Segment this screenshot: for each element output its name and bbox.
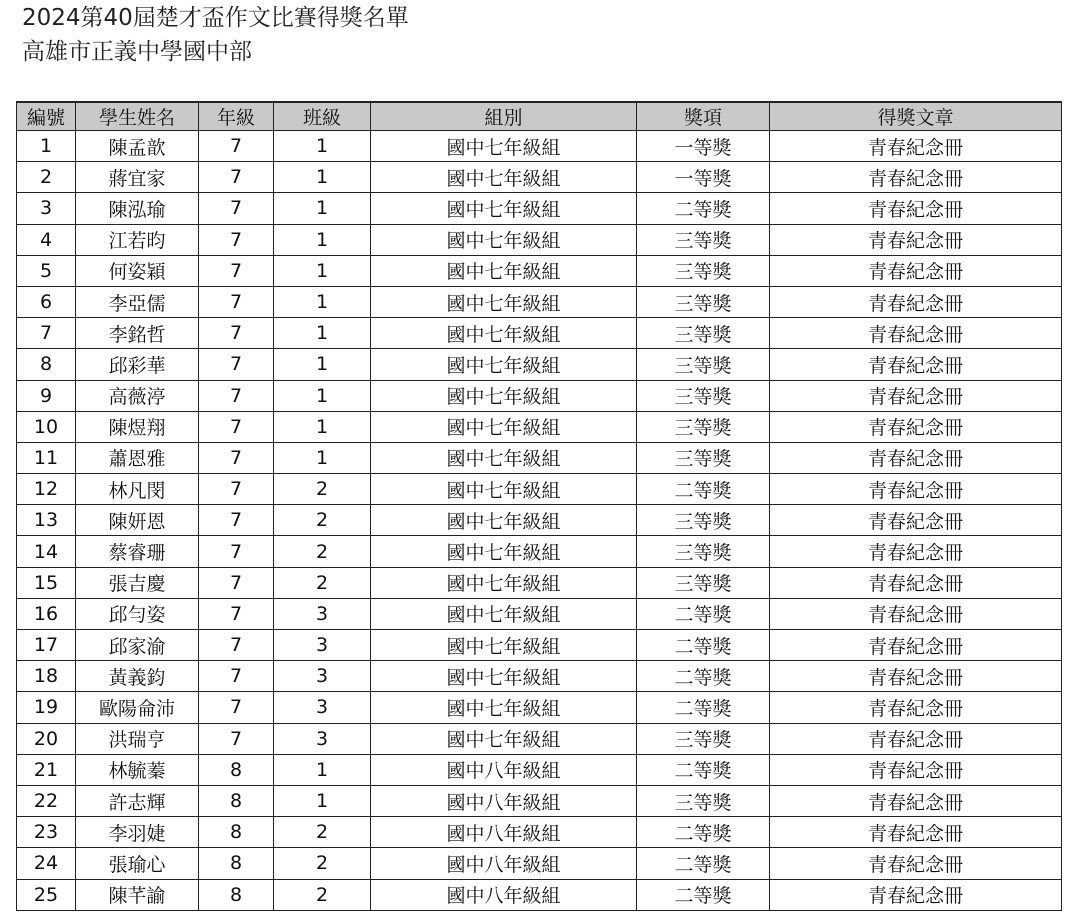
cell-article: 青春紀念冊 bbox=[770, 598, 1062, 629]
cell-grade: 7 bbox=[199, 380, 274, 411]
cell-article: 青春紀念冊 bbox=[770, 318, 1062, 349]
cell-number: 4 bbox=[17, 224, 76, 255]
cell-class: 2 bbox=[274, 848, 371, 879]
cell-group: 國中七年級組 bbox=[371, 349, 637, 380]
table-row bbox=[17, 318, 1062, 349]
cell-group: 國中七年級組 bbox=[371, 505, 637, 536]
cell-student-name: 陳芊諭 bbox=[76, 879, 199, 910]
cell-grade: 7 bbox=[199, 630, 274, 661]
cell-class: 2 bbox=[274, 817, 371, 848]
cell-group: 國中七年級組 bbox=[371, 630, 637, 661]
cell-article: 青春紀念冊 bbox=[770, 536, 1062, 567]
cell-number: 7 bbox=[17, 318, 76, 349]
school-name: 高雄市正義中學國中部 bbox=[22, 39, 252, 65]
cell-student-name: 邱家渝 bbox=[76, 630, 199, 661]
cell-class: 1 bbox=[274, 286, 371, 317]
cell-student-name: 陳妍恩 bbox=[76, 505, 199, 536]
cell-grade: 8 bbox=[199, 879, 274, 910]
cell-class: 2 bbox=[274, 567, 371, 598]
cell-grade: 7 bbox=[199, 349, 274, 380]
header-number: 編號 bbox=[17, 102, 76, 131]
cell-student-name: 林凡閔 bbox=[76, 474, 199, 505]
cell-number: 6 bbox=[17, 286, 76, 317]
table-row bbox=[17, 442, 1062, 473]
table-row bbox=[17, 723, 1062, 754]
cell-grade: 7 bbox=[199, 442, 274, 473]
table-row bbox=[17, 630, 1062, 661]
cell-group: 國中七年級組 bbox=[371, 661, 637, 692]
cell-group: 國中七年級組 bbox=[371, 474, 637, 505]
cell-class: 2 bbox=[274, 505, 371, 536]
cell-award: 三等獎 bbox=[637, 411, 770, 442]
cell-award: 三等獎 bbox=[637, 349, 770, 380]
table-row bbox=[17, 162, 1062, 193]
cell-grade: 8 bbox=[199, 817, 274, 848]
cell-grade: 7 bbox=[199, 318, 274, 349]
cell-number: 10 bbox=[17, 411, 76, 442]
cell-number: 24 bbox=[17, 848, 76, 879]
cell-group: 國中八年級組 bbox=[371, 785, 637, 816]
cell-grade: 7 bbox=[199, 411, 274, 442]
cell-group: 國中七年級組 bbox=[371, 598, 637, 629]
cell-award: 一等獎 bbox=[637, 162, 770, 193]
cell-article: 青春紀念冊 bbox=[770, 661, 1062, 692]
cell-student-name: 何姿穎 bbox=[76, 255, 199, 286]
cell-article: 青春紀念冊 bbox=[770, 848, 1062, 879]
cell-article: 青春紀念冊 bbox=[770, 193, 1062, 224]
cell-article: 青春紀念冊 bbox=[770, 411, 1062, 442]
table-row bbox=[17, 567, 1062, 598]
cell-student-name: 林毓蓁 bbox=[76, 754, 199, 785]
cell-number: 21 bbox=[17, 754, 76, 785]
cell-award: 三等獎 bbox=[637, 567, 770, 598]
table-header-row bbox=[17, 102, 1062, 131]
cell-grade: 7 bbox=[199, 661, 274, 692]
cell-group: 國中八年級組 bbox=[371, 754, 637, 785]
cell-article: 青春紀念冊 bbox=[770, 879, 1062, 910]
cell-group: 國中七年級組 bbox=[371, 255, 637, 286]
cell-award: 三等獎 bbox=[637, 442, 770, 473]
cell-student-name: 許志輝 bbox=[76, 785, 199, 816]
cell-article: 青春紀念冊 bbox=[770, 474, 1062, 505]
cell-student-name: 蔡睿珊 bbox=[76, 536, 199, 567]
cell-class: 3 bbox=[274, 723, 371, 754]
cell-group: 國中七年級組 bbox=[371, 536, 637, 567]
cell-article: 青春紀念冊 bbox=[770, 349, 1062, 380]
cell-group: 國中七年級組 bbox=[371, 318, 637, 349]
table-row bbox=[17, 131, 1062, 162]
cell-class: 1 bbox=[274, 162, 371, 193]
cell-class: 3 bbox=[274, 598, 371, 629]
cell-student-name: 陳孟歆 bbox=[76, 131, 199, 162]
cell-award: 三等獎 bbox=[637, 255, 770, 286]
cell-number: 13 bbox=[17, 505, 76, 536]
cell-award: 三等獎 bbox=[637, 224, 770, 255]
cell-student-name: 李亞儒 bbox=[76, 286, 199, 317]
cell-award: 二等獎 bbox=[637, 474, 770, 505]
cell-number: 9 bbox=[17, 380, 76, 411]
cell-number: 12 bbox=[17, 474, 76, 505]
cell-article: 青春紀念冊 bbox=[770, 785, 1062, 816]
cell-student-name: 陳泓瑜 bbox=[76, 193, 199, 224]
cell-grade: 7 bbox=[199, 286, 274, 317]
cell-class: 3 bbox=[274, 692, 371, 723]
cell-group: 國中七年級組 bbox=[371, 193, 637, 224]
cell-award: 三等獎 bbox=[637, 286, 770, 317]
cell-class: 1 bbox=[274, 785, 371, 816]
header-award: 獎項 bbox=[637, 102, 770, 131]
cell-group: 國中七年級組 bbox=[371, 162, 637, 193]
cell-article: 青春紀念冊 bbox=[770, 567, 1062, 598]
cell-student-name: 邱彩華 bbox=[76, 349, 199, 380]
cell-group: 國中七年級組 bbox=[371, 411, 637, 442]
cell-article: 青春紀念冊 bbox=[770, 255, 1062, 286]
cell-grade: 8 bbox=[199, 785, 274, 816]
cell-grade: 7 bbox=[199, 692, 274, 723]
cell-number: 17 bbox=[17, 630, 76, 661]
cell-number: 16 bbox=[17, 598, 76, 629]
table-row bbox=[17, 349, 1062, 380]
cell-grade: 7 bbox=[199, 536, 274, 567]
cell-award: 三等獎 bbox=[637, 318, 770, 349]
table-row bbox=[17, 286, 1062, 317]
cell-group: 國中七年級組 bbox=[371, 723, 637, 754]
table-row bbox=[17, 785, 1062, 816]
cell-number: 5 bbox=[17, 255, 76, 286]
cell-article: 青春紀念冊 bbox=[770, 224, 1062, 255]
cell-grade: 7 bbox=[199, 193, 274, 224]
cell-class: 1 bbox=[274, 131, 371, 162]
cell-award: 二等獎 bbox=[637, 661, 770, 692]
cell-group: 國中八年級組 bbox=[371, 848, 637, 879]
award-table bbox=[16, 101, 1062, 911]
cell-number: 18 bbox=[17, 661, 76, 692]
cell-award: 二等獎 bbox=[637, 630, 770, 661]
table-row bbox=[17, 474, 1062, 505]
cell-award: 一等獎 bbox=[637, 131, 770, 162]
cell-article: 青春紀念冊 bbox=[770, 817, 1062, 848]
header-class: 班級 bbox=[274, 102, 371, 131]
cell-class: 3 bbox=[274, 661, 371, 692]
cell-grade: 8 bbox=[199, 848, 274, 879]
table-row bbox=[17, 536, 1062, 567]
table-row bbox=[17, 661, 1062, 692]
cell-number: 3 bbox=[17, 193, 76, 224]
cell-article: 青春紀念冊 bbox=[770, 286, 1062, 317]
table-row bbox=[17, 754, 1062, 785]
cell-award: 三等獎 bbox=[637, 505, 770, 536]
cell-student-name: 陳煜翔 bbox=[76, 411, 199, 442]
table-row bbox=[17, 505, 1062, 536]
cell-class: 1 bbox=[274, 411, 371, 442]
cell-student-name: 江若昀 bbox=[76, 224, 199, 255]
cell-grade: 7 bbox=[199, 598, 274, 629]
cell-group: 國中七年級組 bbox=[371, 567, 637, 598]
cell-class: 2 bbox=[274, 536, 371, 567]
cell-number: 1 bbox=[17, 131, 76, 162]
cell-number: 22 bbox=[17, 785, 76, 816]
cell-award: 三等獎 bbox=[637, 380, 770, 411]
cell-group: 國中八年級組 bbox=[371, 879, 637, 910]
header-grade: 年級 bbox=[199, 102, 274, 131]
cell-number: 14 bbox=[17, 536, 76, 567]
cell-article: 青春紀念冊 bbox=[770, 630, 1062, 661]
cell-student-name: 高薇渟 bbox=[76, 380, 199, 411]
cell-student-name: 黃義鈞 bbox=[76, 661, 199, 692]
cell-group: 國中七年級組 bbox=[371, 692, 637, 723]
cell-class: 1 bbox=[274, 754, 371, 785]
cell-student-name: 張瑜心 bbox=[76, 848, 199, 879]
header-student-name: 學生姓名 bbox=[76, 102, 199, 131]
table-row bbox=[17, 224, 1062, 255]
cell-article: 青春紀念冊 bbox=[770, 505, 1062, 536]
cell-grade: 7 bbox=[199, 567, 274, 598]
cell-grade: 8 bbox=[199, 754, 274, 785]
cell-grade: 7 bbox=[199, 474, 274, 505]
cell-award: 三等獎 bbox=[637, 536, 770, 567]
cell-award: 三等獎 bbox=[637, 785, 770, 816]
table-row bbox=[17, 817, 1062, 848]
cell-class: 1 bbox=[274, 255, 371, 286]
table-row bbox=[17, 598, 1062, 629]
cell-number: 2 bbox=[17, 162, 76, 193]
cell-article: 青春紀念冊 bbox=[770, 754, 1062, 785]
cell-number: 15 bbox=[17, 567, 76, 598]
cell-award: 二等獎 bbox=[637, 193, 770, 224]
cell-award: 二等獎 bbox=[637, 817, 770, 848]
table-row bbox=[17, 848, 1062, 879]
cell-number: 20 bbox=[17, 723, 76, 754]
cell-class: 1 bbox=[274, 318, 371, 349]
cell-group: 國中七年級組 bbox=[371, 131, 637, 162]
cell-class: 2 bbox=[274, 474, 371, 505]
cell-student-name: 歐陽侖沛 bbox=[76, 692, 199, 723]
cell-article: 青春紀念冊 bbox=[770, 162, 1062, 193]
cell-number: 8 bbox=[17, 349, 76, 380]
cell-class: 2 bbox=[274, 879, 371, 910]
cell-number: 19 bbox=[17, 692, 76, 723]
table-row bbox=[17, 879, 1062, 910]
cell-article: 青春紀念冊 bbox=[770, 692, 1062, 723]
cell-award: 三等獎 bbox=[637, 723, 770, 754]
cell-article: 青春紀念冊 bbox=[770, 380, 1062, 411]
cell-award: 二等獎 bbox=[637, 848, 770, 879]
cell-group: 國中七年級組 bbox=[371, 442, 637, 473]
cell-number: 25 bbox=[17, 879, 76, 910]
cell-student-name: 張吉慶 bbox=[76, 567, 199, 598]
cell-award: 二等獎 bbox=[637, 754, 770, 785]
cell-student-name: 李銘哲 bbox=[76, 318, 199, 349]
cell-group: 國中八年級組 bbox=[371, 817, 637, 848]
cell-award: 二等獎 bbox=[637, 598, 770, 629]
cell-student-name: 邱勻姿 bbox=[76, 598, 199, 629]
cell-student-name: 蕭恩雅 bbox=[76, 442, 199, 473]
table-row bbox=[17, 411, 1062, 442]
cell-grade: 7 bbox=[199, 505, 274, 536]
cell-article: 青春紀念冊 bbox=[770, 723, 1062, 754]
cell-student-name: 蔣宜家 bbox=[76, 162, 199, 193]
cell-class: 1 bbox=[274, 380, 371, 411]
table-row bbox=[17, 193, 1062, 224]
cell-class: 1 bbox=[274, 224, 371, 255]
cell-number: 11 bbox=[17, 442, 76, 473]
cell-award: 二等獎 bbox=[637, 879, 770, 910]
header-group: 組別 bbox=[371, 102, 637, 131]
cell-group: 國中七年級組 bbox=[371, 286, 637, 317]
header-article: 得獎文章 bbox=[770, 102, 1062, 131]
cell-class: 1 bbox=[274, 442, 371, 473]
table-row bbox=[17, 692, 1062, 723]
cell-group: 國中七年級組 bbox=[371, 380, 637, 411]
table-row bbox=[17, 380, 1062, 411]
cell-grade: 7 bbox=[199, 723, 274, 754]
cell-student-name: 洪瑞亨 bbox=[76, 723, 199, 754]
cell-student-name: 李羽婕 bbox=[76, 817, 199, 848]
cell-grade: 7 bbox=[199, 255, 274, 286]
cell-grade: 7 bbox=[199, 131, 274, 162]
cell-award: 二等獎 bbox=[637, 692, 770, 723]
cell-class: 3 bbox=[274, 630, 371, 661]
cell-group: 國中七年級組 bbox=[371, 224, 637, 255]
document-title: 2024第40屆楚才盃作文比賽得獎名單 bbox=[22, 5, 409, 31]
cell-class: 1 bbox=[274, 349, 371, 380]
cell-article: 青春紀念冊 bbox=[770, 442, 1062, 473]
cell-article: 青春紀念冊 bbox=[770, 131, 1062, 162]
cell-class: 1 bbox=[274, 193, 371, 224]
table-row bbox=[17, 255, 1062, 286]
table-body bbox=[17, 131, 1062, 911]
cell-grade: 7 bbox=[199, 162, 274, 193]
cell-number: 23 bbox=[17, 817, 76, 848]
cell-grade: 7 bbox=[199, 224, 274, 255]
